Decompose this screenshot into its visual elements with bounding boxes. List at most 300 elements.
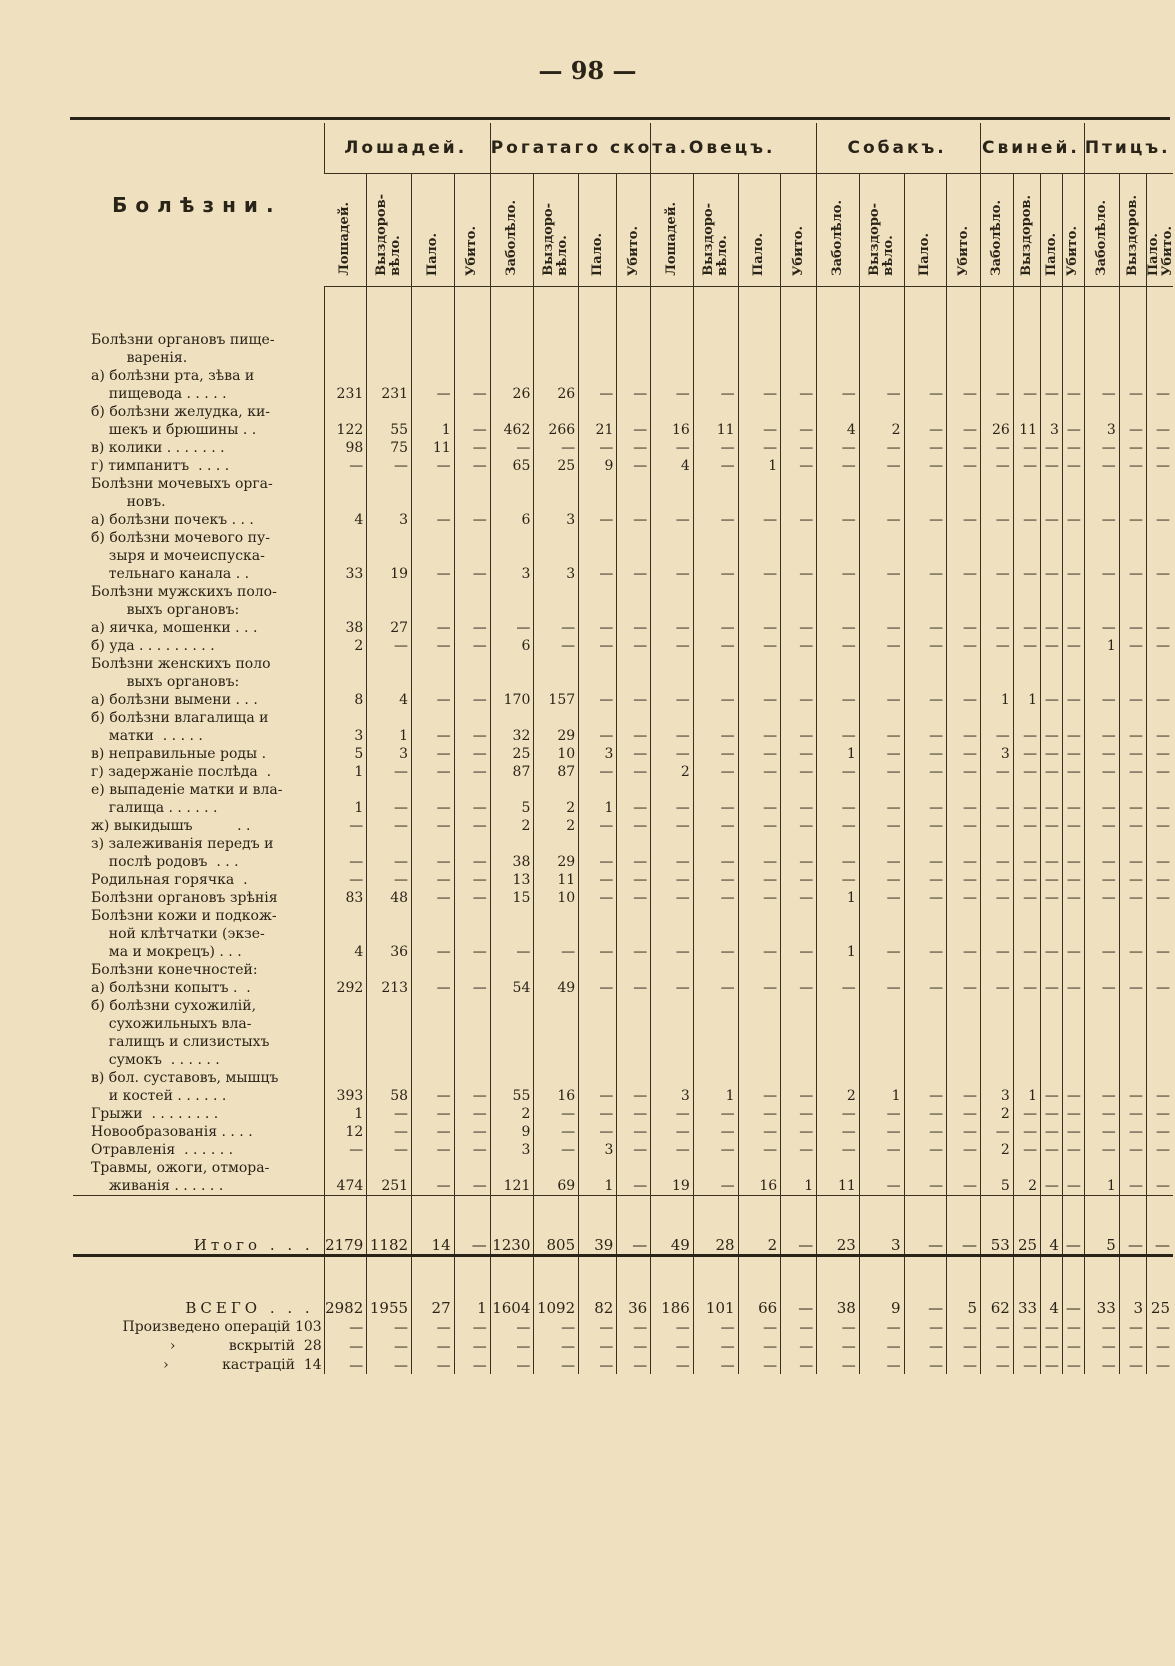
value-cell: —	[1147, 889, 1173, 907]
value-cell: —	[859, 1317, 904, 1336]
value-cell: —	[412, 457, 455, 475]
value-cell: —	[1041, 817, 1063, 835]
value-cell: —	[324, 1355, 367, 1374]
value-cell: —	[1084, 367, 1119, 403]
row-label: › вскрытій 28	[169, 1338, 322, 1354]
value-cell: —	[947, 781, 981, 817]
value-cell: —	[1147, 637, 1173, 655]
value-cell: —	[904, 781, 947, 817]
disease-row	[73, 835, 1173, 871]
value-cell: —	[859, 979, 904, 997]
value-cell: 1	[817, 889, 860, 907]
value-cell: —	[579, 1123, 617, 1141]
value-cell: —	[1147, 1355, 1173, 1374]
spacer-cell	[738, 287, 781, 332]
column-heading	[490, 174, 534, 287]
section-heading-row	[73, 475, 1173, 511]
value-cell: —	[738, 511, 781, 529]
value-cell: —	[947, 619, 981, 637]
value-cell: —	[1062, 979, 1084, 997]
value-cell: —	[947, 1123, 981, 1141]
row-label: Отравленія . . . . . .	[91, 1142, 234, 1158]
value-cell: —	[859, 745, 904, 763]
row-label: в) неправильные роды .	[91, 746, 267, 762]
value-cell: 2	[324, 637, 367, 655]
value-cell: 5	[490, 781, 534, 817]
value-cell: —	[738, 763, 781, 781]
value-cell	[1084, 331, 1119, 367]
column-heading-text: Пало. Убито.	[1146, 225, 1175, 276]
value-cell: —	[534, 637, 579, 655]
value-cell	[693, 475, 738, 511]
value-cell	[1119, 331, 1146, 367]
value-cell: —	[904, 1256, 947, 1318]
value-cell: 1955	[367, 1256, 412, 1318]
value-cell: —	[1062, 367, 1084, 403]
value-cell	[651, 475, 694, 511]
value-cell: 3	[1084, 403, 1119, 439]
column-heading-text: Выздоро- вѣло.	[866, 203, 896, 276]
spacer-cell	[693, 287, 738, 332]
value-cell: —	[651, 529, 694, 583]
value-cell	[781, 475, 817, 511]
value-cell: —	[412, 1141, 455, 1159]
value-cell: —	[579, 511, 617, 529]
spacer-cell	[1147, 287, 1173, 332]
row-label: Болѣзни кожи и подкож- ной клѣтчатки (экзе- ма и мокрецъ) . . .	[91, 908, 277, 960]
value-cell: —	[651, 871, 694, 889]
spacer-cell	[412, 287, 455, 332]
row-label: Родильная горячка .	[91, 872, 248, 888]
value-cell	[947, 475, 981, 511]
value-cell: —	[367, 835, 412, 871]
value-cell	[981, 583, 1014, 619]
value-cell: —	[781, 871, 817, 889]
disease-row	[73, 817, 1173, 835]
value-cell: —	[1119, 1355, 1146, 1374]
value-cell: 231	[367, 367, 412, 403]
value-cell: 2	[817, 997, 860, 1105]
value-cell: —	[1119, 979, 1146, 997]
grand-total-row	[73, 1256, 1173, 1318]
value-cell: —	[781, 835, 817, 871]
value-cell: 393	[324, 997, 367, 1105]
value-cell: —	[617, 907, 651, 961]
row-label: Болѣзни конечностей:	[91, 962, 258, 978]
value-cell	[817, 583, 860, 619]
value-cell: —	[1084, 889, 1119, 907]
value-cell: —	[617, 1123, 651, 1141]
value-cell: —	[817, 817, 860, 835]
value-cell: —	[579, 439, 617, 457]
column-heading-text: Пало.	[424, 232, 440, 276]
value-cell	[1084, 475, 1119, 511]
value-cell	[1084, 961, 1119, 979]
value-cell	[324, 583, 367, 619]
section-heading-row	[73, 961, 1173, 979]
value-cell: —	[981, 871, 1014, 889]
value-cell: —	[1062, 439, 1084, 457]
value-cell: —	[981, 439, 1014, 457]
value-cell: —	[412, 745, 455, 763]
value-cell: 2	[490, 1105, 534, 1123]
value-cell: 2	[534, 781, 579, 817]
value-cell	[738, 331, 781, 367]
disease-row	[73, 889, 1173, 907]
value-cell: 1	[1084, 637, 1119, 655]
column-heading	[454, 174, 490, 287]
value-cell: —	[1084, 709, 1119, 745]
value-cell: —	[781, 907, 817, 961]
group-heading: Рогатаго скота.	[490, 123, 651, 174]
value-cell: —	[1084, 1336, 1119, 1355]
value-cell: —	[1062, 529, 1084, 583]
value-cell: —	[1084, 457, 1119, 475]
value-cell: —	[412, 529, 455, 583]
value-cell: —	[1013, 835, 1040, 871]
value-cell: —	[617, 979, 651, 997]
value-cell: —	[1119, 619, 1146, 637]
value-cell: 157	[534, 691, 579, 709]
value-cell: 2179	[324, 1196, 367, 1256]
value-cell: —	[904, 1355, 947, 1374]
value-cell: 16	[651, 403, 694, 439]
value-cell: —	[1084, 1317, 1119, 1336]
value-cell: —	[1041, 1159, 1063, 1196]
value-cell: 26	[534, 367, 579, 403]
value-cell: —	[817, 709, 860, 745]
value-cell: —	[1062, 457, 1084, 475]
value-cell: —	[1013, 709, 1040, 745]
value-cell: —	[781, 619, 817, 637]
row-label: б) болѣзни влагалища и матки . . . . .	[91, 710, 269, 744]
value-cell: 2	[534, 817, 579, 835]
value-cell: 4	[367, 691, 412, 709]
value-cell: —	[1062, 403, 1084, 439]
value-cell: —	[1119, 997, 1146, 1105]
value-cell: —	[947, 1196, 981, 1256]
value-cell: —	[738, 367, 781, 403]
value-cell: —	[1041, 1355, 1063, 1374]
value-cell: —	[947, 529, 981, 583]
value-cell: —	[617, 1105, 651, 1123]
value-cell: —	[490, 619, 534, 637]
value-cell: —	[324, 835, 367, 871]
column-heading	[1147, 174, 1173, 287]
value-cell: —	[454, 871, 490, 889]
value-cell	[617, 475, 651, 511]
value-cell	[579, 475, 617, 511]
value-cell: —	[947, 1355, 981, 1374]
value-cell: 16	[534, 997, 579, 1105]
value-cell	[817, 475, 860, 511]
value-cell: —	[859, 511, 904, 529]
value-cell: —	[904, 835, 947, 871]
value-cell: —	[981, 637, 1014, 655]
value-cell: —	[324, 871, 367, 889]
value-cell: —	[651, 979, 694, 997]
value-cell	[651, 961, 694, 979]
value-cell: —	[817, 835, 860, 871]
value-cell	[534, 961, 579, 979]
value-cell	[859, 475, 904, 511]
value-cell	[904, 475, 947, 511]
value-cell: —	[1119, 835, 1146, 871]
value-cell: —	[651, 367, 694, 403]
value-cell: —	[454, 619, 490, 637]
disease-row	[73, 763, 1173, 781]
value-cell: 25	[1013, 1196, 1040, 1256]
value-cell	[1013, 331, 1040, 367]
value-cell	[859, 331, 904, 367]
row-label: в) колики . . . . . . .	[91, 440, 225, 456]
diseases-heading: Болѣзни.	[112, 192, 282, 217]
value-cell	[617, 583, 651, 619]
value-cell: —	[1041, 781, 1063, 817]
value-cell: —	[1084, 691, 1119, 709]
value-cell	[454, 583, 490, 619]
value-cell: —	[1147, 1317, 1173, 1336]
value-cell: 1	[579, 781, 617, 817]
row-label: Болѣзни органовъ зрѣнія	[91, 890, 278, 906]
value-cell: 25	[490, 745, 534, 763]
value-cell: —	[454, 1123, 490, 1141]
value-cell: —	[490, 1336, 534, 1355]
value-cell: —	[1147, 403, 1173, 439]
value-cell: —	[412, 1317, 455, 1336]
value-cell	[859, 961, 904, 979]
disease-row	[73, 979, 1173, 997]
value-cell: —	[1013, 763, 1040, 781]
value-cell: —	[1119, 1123, 1146, 1141]
value-cell	[693, 655, 738, 691]
value-cell: —	[1084, 1105, 1119, 1123]
value-cell: —	[651, 619, 694, 637]
value-cell: 9	[490, 1123, 534, 1141]
value-cell: 4	[817, 403, 860, 439]
value-cell: —	[1119, 511, 1146, 529]
value-cell: —	[738, 637, 781, 655]
spacer-cell	[367, 287, 412, 332]
value-cell: —	[693, 1141, 738, 1159]
value-cell: 1	[324, 781, 367, 817]
value-cell: —	[534, 907, 579, 961]
column-heading-text: Пало.	[751, 232, 767, 276]
value-cell: —	[981, 367, 1014, 403]
column-heading	[1041, 174, 1063, 287]
value-cell: 1	[817, 907, 860, 961]
value-cell: —	[534, 1123, 579, 1141]
value-cell: —	[412, 511, 455, 529]
value-cell: —	[1013, 745, 1040, 763]
value-cell: —	[412, 979, 455, 997]
value-cell: 25	[1147, 1256, 1173, 1318]
value-cell: 1092	[534, 1256, 579, 1318]
value-cell: —	[1041, 637, 1063, 655]
value-cell: —	[947, 889, 981, 907]
value-cell: —	[947, 745, 981, 763]
value-cell: 48	[367, 889, 412, 907]
column-heading-text: Пало.	[917, 232, 933, 276]
value-cell: —	[367, 1105, 412, 1123]
column-heading	[738, 174, 781, 287]
value-cell: —	[947, 763, 981, 781]
value-cell: —	[693, 1105, 738, 1123]
value-cell: —	[617, 529, 651, 583]
value-cell: 3	[367, 745, 412, 763]
value-cell	[904, 961, 947, 979]
value-cell: 805	[534, 1196, 579, 1256]
value-cell: —	[693, 1336, 738, 1355]
value-cell	[781, 331, 817, 367]
value-cell: —	[1147, 511, 1173, 529]
value-cell: —	[412, 1123, 455, 1141]
value-cell	[534, 655, 579, 691]
value-cell: 1	[859, 997, 904, 1105]
value-cell: —	[947, 457, 981, 475]
value-cell: —	[817, 619, 860, 637]
value-cell: 2	[1013, 1159, 1040, 1196]
value-cell: —	[781, 709, 817, 745]
value-cell	[579, 961, 617, 979]
value-cell: —	[904, 1336, 947, 1355]
value-cell: —	[412, 367, 455, 403]
value-cell: —	[1062, 781, 1084, 817]
group-heading: Овецъ.	[651, 123, 817, 174]
value-cell: —	[412, 691, 455, 709]
value-cell: —	[1062, 709, 1084, 745]
value-cell	[412, 655, 455, 691]
value-cell: 36	[367, 907, 412, 961]
value-cell: —	[781, 763, 817, 781]
disease-row	[73, 1123, 1173, 1141]
value-cell: —	[981, 1336, 1014, 1355]
value-cell: —	[1147, 709, 1173, 745]
value-cell: —	[981, 763, 1014, 781]
value-cell: 5	[324, 745, 367, 763]
value-cell: —	[412, 781, 455, 817]
row-label: Итого . . .	[73, 1196, 324, 1256]
value-cell: —	[738, 997, 781, 1105]
value-cell: —	[947, 439, 981, 457]
value-cell: 1	[781, 1159, 817, 1196]
value-cell	[534, 475, 579, 511]
value-cell: —	[367, 637, 412, 655]
value-cell: —	[651, 745, 694, 763]
value-cell: —	[651, 511, 694, 529]
value-cell: —	[1013, 979, 1040, 997]
value-cell: 1	[324, 1105, 367, 1123]
value-cell	[579, 655, 617, 691]
value-cell: —	[617, 871, 651, 889]
value-cell: —	[367, 871, 412, 889]
value-cell: 1	[981, 691, 1014, 709]
value-cell: —	[859, 1105, 904, 1123]
value-cell: —	[1119, 1141, 1146, 1159]
value-cell: —	[817, 1317, 860, 1336]
value-cell	[904, 583, 947, 619]
value-cell	[1147, 583, 1173, 619]
value-cell: —	[1062, 745, 1084, 763]
value-cell: —	[781, 781, 817, 817]
value-cell: —	[534, 1141, 579, 1159]
value-cell: —	[1013, 1105, 1040, 1123]
value-cell: —	[367, 457, 412, 475]
value-cell: —	[817, 1336, 860, 1355]
value-cell: —	[1041, 871, 1063, 889]
value-cell	[859, 583, 904, 619]
value-cell: —	[947, 511, 981, 529]
value-cell: —	[412, 1105, 455, 1123]
value-cell: 10	[534, 745, 579, 763]
value-cell: —	[947, 367, 981, 403]
value-cell: —	[617, 691, 651, 709]
column-heading	[1062, 174, 1084, 287]
value-cell: —	[454, 457, 490, 475]
value-cell: —	[738, 907, 781, 961]
value-cell: —	[859, 529, 904, 583]
value-cell: —	[1147, 745, 1173, 763]
value-cell: —	[904, 1123, 947, 1141]
value-cell: —	[617, 1196, 651, 1256]
value-cell: —	[412, 889, 455, 907]
value-cell: —	[651, 709, 694, 745]
value-cell: —	[1119, 1336, 1146, 1355]
value-cell: —	[738, 691, 781, 709]
value-cell: —	[817, 1355, 860, 1374]
value-cell: —	[454, 529, 490, 583]
column-heading-text: Заболѣло.	[830, 200, 845, 276]
column-heading	[1013, 174, 1040, 287]
value-cell	[490, 583, 534, 619]
value-cell: —	[738, 1141, 781, 1159]
value-cell: —	[817, 1105, 860, 1123]
value-cell: —	[1013, 511, 1040, 529]
value-cell	[1084, 655, 1119, 691]
value-cell: —	[1119, 529, 1146, 583]
value-cell: —	[904, 817, 947, 835]
value-cell: —	[781, 817, 817, 835]
value-cell: —	[904, 367, 947, 403]
value-cell: —	[1013, 1336, 1040, 1355]
disease-row	[73, 1159, 1173, 1196]
value-cell	[1013, 583, 1040, 619]
disease-row	[73, 529, 1173, 583]
value-cell: —	[1147, 367, 1173, 403]
value-cell: —	[904, 511, 947, 529]
value-cell: 251	[367, 1159, 412, 1196]
value-cell: —	[412, 619, 455, 637]
value-cell: 98	[324, 439, 367, 457]
value-cell: —	[412, 871, 455, 889]
value-cell: 1230	[490, 1196, 534, 1256]
value-cell: —	[579, 1105, 617, 1123]
value-cell: 82	[579, 1256, 617, 1318]
value-cell: 292	[324, 979, 367, 997]
value-cell: —	[579, 817, 617, 835]
value-cell: —	[981, 889, 1014, 907]
column-heading-text: Выздоро- вѣло.	[700, 203, 730, 276]
value-cell: 87	[490, 763, 534, 781]
value-cell: —	[651, 637, 694, 655]
value-cell: —	[651, 691, 694, 709]
value-cell	[454, 655, 490, 691]
column-heading-text: Заболѣло.	[1093, 200, 1109, 276]
value-cell: —	[324, 1141, 367, 1159]
value-cell: —	[454, 1159, 490, 1196]
column-heading	[412, 174, 455, 287]
value-cell: 49	[651, 1196, 694, 1256]
